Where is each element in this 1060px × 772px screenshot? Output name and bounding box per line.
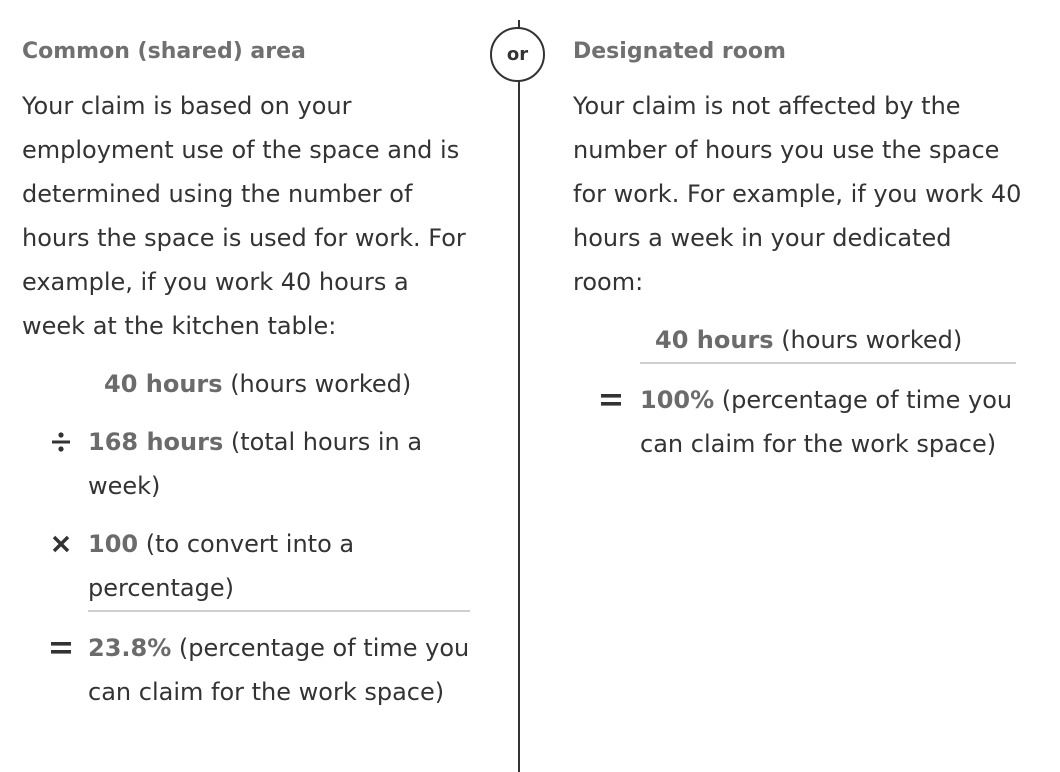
or-badge: or [490,27,545,82]
step-note: (to convert into a percentage) [88,530,355,602]
step-note: (percentage of time you can claim for the work space) [640,386,1013,458]
step-value: 168 hours [88,428,224,456]
step-note: (total hours in a week) [88,428,423,500]
step-note: (hours worked) [230,370,412,398]
step-value: 100 [88,530,139,558]
equals-icon [49,626,73,670]
step-value: 23.8% [88,634,172,662]
equals-icon [599,378,623,422]
common-area-column [22,34,470,714]
common-area-description: Your claim is based on your employment use of the space and is determined using the number of hours the space is used for work. For example, if you work 40 hours a week at the kitchen table: [22,92,466,340]
designated-room-column [573,34,1023,466]
common-area-calculation [22,362,470,714]
calc-step-percentage-convert [88,522,470,612]
step-value: 40 hours [104,370,223,398]
calc-step-hours-worked [22,362,470,406]
calc-step-result [640,378,1023,466]
multiply-icon [49,522,73,566]
calc-step-result [22,626,470,714]
designated-room-heading: Designated room [573,39,786,64]
step-value: 40 hours [655,326,774,354]
calc-step-total-hours [22,420,470,508]
divide-icon [49,420,73,464]
calc-step-hours-worked [640,318,1016,364]
step-note: (hours worked) [781,326,963,354]
column-divider [518,20,520,772]
common-area-heading: Common (shared) area [22,39,306,64]
designated-room-description: Your claim is not affected by the number of hours you use the space for work. For example, if you work 40 hours a week in your dedicated room: [573,92,1022,296]
step-value: 100% [640,386,715,414]
step-note: (percentage of time you can claim for the work space) [88,634,470,706]
designated-room-calculation [573,318,1023,466]
